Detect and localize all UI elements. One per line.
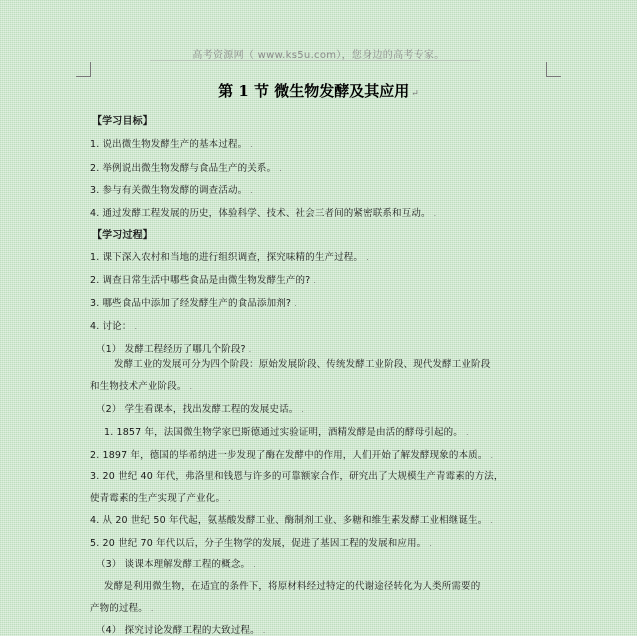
goal-4: 4. 通过发酵工程发展的历史，体验科学、技术、社会三者间的紧密联系和互动。 . (90, 208, 437, 219)
history-4: 4. 从 20 世纪 50 年代起，氨基酸发酵工业、酶制剂工业、多糖和维生素发酵工业相继诞生。 . (90, 515, 494, 526)
answer-1-line-1: 发酵工业的发展可分为四个阶段：原始发展阶段、传统发酵工业阶段、现代发酵工业阶段 (114, 359, 491, 370)
process-2: 2. 调查日常生活中哪些食品是由微生物发酵生产的? . (90, 275, 317, 286)
goal-2: 2. 举例说出微生物发酵与食品生产的关系。 . (90, 163, 282, 174)
process-1: 1. 课下深入农村和当地的进行组织调查，探究味精的生产过程。 . (90, 252, 369, 263)
margin-corner-right (546, 62, 561, 77)
process-4: 4. 讨论： . (90, 321, 138, 332)
goal-1: 1. 说出微生物发酵生产的基本过程。 . (90, 139, 253, 150)
discussion-4: （4） 探究讨论发酵工程的大致过程。 . (96, 625, 266, 636)
heading-learning-goals: 【学习目标】 (92, 116, 153, 127)
discussion-2: （2） 学生看课本，找出发酵工程的发展史话。 . (96, 404, 305, 415)
history-3-line-1: 3. 20 世纪 40 年代，弗洛里和钱恩与许多的可靠额家合作，研究出了大规模生产青霉素的方法， (90, 471, 504, 482)
history-3-line-2: 使青霉素的生产实现了产业化。 . (90, 493, 231, 504)
header-divider (150, 60, 480, 61)
heading-learning-process: 【学习过程】 (92, 230, 153, 241)
goal-3: 3. 参与有关微生物发酵的调查活动。 . (90, 185, 253, 196)
answer-3-line-2: 产物的过程。 . (90, 603, 154, 614)
section-title (0, 80, 637, 101)
answer-3-line-1: 发酵是利用微生物，在适宜的条件下，将原材料经过特定的代谢途径转化为人类所需要的 (104, 581, 481, 592)
page-header: 高考资源网（ www.ks5u.com），您身边的高考专家。 (192, 50, 445, 61)
history-5: 5. 20 世纪 70 年代以后，分子生物学的发展，促进了基因工程的发展和应用。 . (90, 538, 433, 549)
process-3: 3. 哪些食品中添加了经发酵生产的食品添加剂? . (90, 298, 297, 309)
discussion-1: （1） 发酵工程经历了哪几个阶段? . (96, 344, 252, 355)
history-2: 2. 1897 年，德国的毕希纳进一步发现了酶在发酵中的作用，人们开始了解发酵现象的本质。 . (90, 450, 494, 461)
margin-corner-left (76, 62, 91, 77)
history-1: 1. 1857 年，法国微生物学家巴斯德通过实验证明，酒精发酵是由活的酵母引起的。 . (104, 427, 469, 438)
paragraph-mark-icon: ↵ (411, 89, 419, 99)
discussion-3: （3） 谈课本理解发酵工程的概念。 . (96, 559, 256, 570)
answer-1-line-2: 和生物技术产业阶段。 . (90, 381, 193, 392)
section-title-text: 第 1 节 微生物发酵及其应用 (218, 82, 410, 100)
